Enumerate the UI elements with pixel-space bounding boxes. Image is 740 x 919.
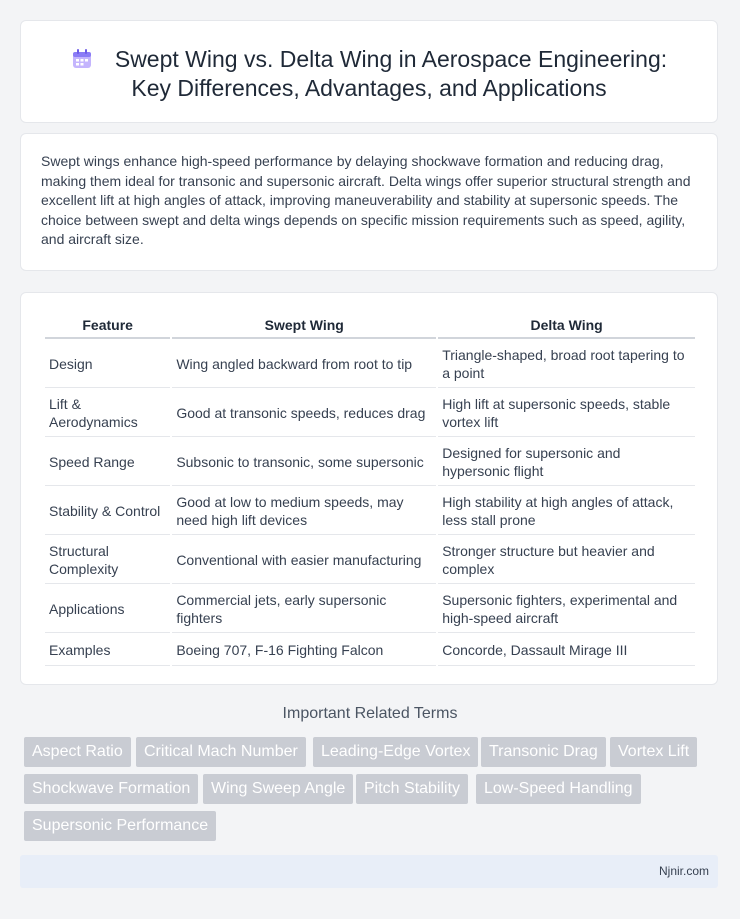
feature-cell: Structural Complexity	[45, 537, 170, 584]
title-card	[20, 20, 718, 123]
delta-cell: Designed for supersonic and hypersonic flight	[438, 439, 695, 486]
feature-cell: Stability & Control	[45, 488, 170, 535]
delta-cell: Concorde, Dassault Mirage III	[438, 635, 695, 666]
delta-cell: Triangle-shaped, broad root tapering to a point	[438, 341, 695, 388]
table-header-row	[45, 313, 695, 339]
header-swept-wing: Swept Wing	[172, 313, 436, 339]
tag-critical-mach-number[interactable]: Critical Mach Number	[136, 737, 306, 767]
feature-cell: Lift & Aerodynamics	[45, 390, 170, 437]
title-line-1: Swept Wing vs. Delta Wing in Aerospace Engineering:	[114, 46, 668, 72]
swept-cell: Good at low to medium speeds, may need high lift devices	[172, 488, 436, 535]
tag-vortex-lift[interactable]: Vortex Lift	[610, 737, 697, 767]
table-row	[45, 537, 695, 584]
tag-supersonic-performance[interactable]: Supersonic Performance	[24, 811, 216, 841]
swept-cell: Wing angled backward from root to tip	[172, 341, 436, 388]
title-line-2: Key Differences, Advantages, and Applications	[131, 75, 607, 101]
table-row	[45, 586, 695, 633]
table-row	[45, 390, 695, 437]
tag-leading-edge-vortex[interactable]: Leading-Edge Vortex	[313, 737, 478, 767]
footer-site-link[interactable]: Njnir.com	[658, 864, 709, 878]
tag-wing-sweep-angle[interactable]: Wing Sweep Angle	[203, 774, 353, 804]
delta-cell: High stability at high angles of attack, less stall prone	[438, 488, 695, 535]
swept-cell: Conventional with easier manufacturing	[172, 537, 436, 584]
feature-cell: Applications	[45, 586, 170, 633]
feature-cell: Design	[45, 341, 170, 388]
feature-cell: Examples	[45, 635, 170, 666]
feature-cell: Speed Range	[45, 439, 170, 486]
header-feature: Feature	[45, 313, 170, 339]
page-title	[21, 45, 717, 103]
table-row	[45, 635, 695, 666]
tag-transonic-drag[interactable]: Transonic Drag	[481, 737, 606, 767]
swept-cell: Subsonic to transonic, some supersonic	[172, 439, 436, 486]
swept-cell: Good at transonic speeds, reduces drag	[172, 390, 436, 437]
intro-paragraph: Swept wings enhance high-speed performance by delaying shockwave formation and reducing drag, making them ideal for transonic and supersonic aircraft. Delta wings offer superior structural strength and excellent lift at high angles of attack, improving maneuverability and stability at supersonic speeds. The choice between swept and delta wings depends on specific mission requirements such as speed, agility, and aircraft size.	[41, 153, 691, 248]
comparison-card	[20, 292, 718, 685]
comparison-table	[43, 311, 697, 668]
swept-cell: Commercial jets, early supersonic fighters	[172, 586, 436, 633]
intro-card	[20, 133, 718, 271]
related-terms-title: Important Related Terms	[282, 705, 458, 722]
table-row	[45, 341, 695, 388]
swept-cell: Boeing 707, F-16 Fighting Falcon	[172, 635, 436, 666]
table-row	[45, 488, 695, 535]
tag-pitch-stability[interactable]: Pitch Stability	[356, 774, 468, 804]
calendar-icon	[71, 48, 93, 70]
tag-aspect-ratio[interactable]: Aspect Ratio	[24, 737, 131, 767]
footer	[20, 855, 718, 888]
table-row	[45, 439, 695, 486]
delta-cell: Stronger structure but heavier and complex	[438, 537, 695, 584]
delta-cell: Supersonic fighters, experimental and high-speed aircraft	[438, 586, 695, 633]
tag-shockwave-formation[interactable]: Shockwave Formation	[24, 774, 198, 804]
delta-cell: High lift at supersonic speeds, stable vortex lift	[438, 390, 695, 437]
tag-low-speed-handling[interactable]: Low-Speed Handling	[476, 774, 641, 804]
header-delta-wing: Delta Wing	[438, 313, 695, 339]
